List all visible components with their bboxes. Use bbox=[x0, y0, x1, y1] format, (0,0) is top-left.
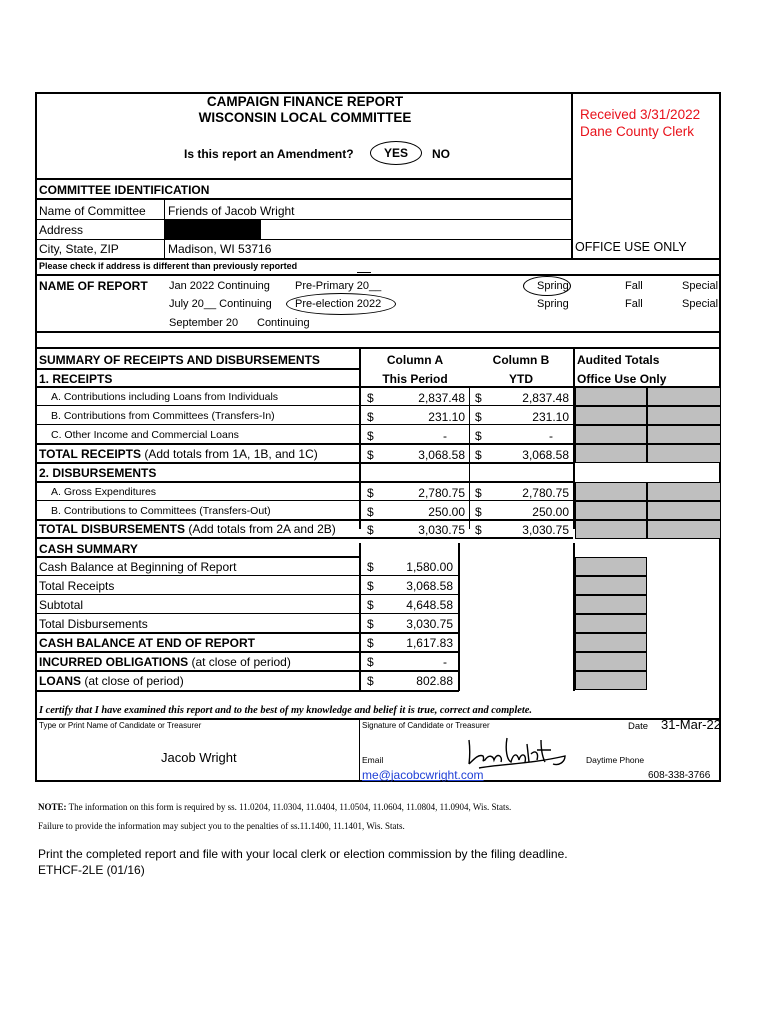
email-value[interactable]: me@jacobcwright.com bbox=[362, 768, 484, 782]
cash-row-receipts-currency: $ bbox=[367, 579, 374, 593]
cash-row-beginning-value[interactable]: 1,580.00 bbox=[406, 560, 453, 574]
signature-label: Signature of Candidate or Treasurer bbox=[362, 721, 490, 730]
disb-row-b-col-a[interactable]: 250.00 bbox=[428, 505, 465, 519]
disb-row-a-label: A. Gross Expenditures bbox=[51, 486, 157, 498]
loans-label bbox=[39, 675, 184, 687]
disb-row-b-currency-b: $ bbox=[475, 505, 482, 519]
audited-cell bbox=[575, 425, 647, 444]
received-stamp-line2: Dane County Clerk bbox=[580, 124, 695, 139]
loans-value[interactable]: 802.88 bbox=[416, 674, 453, 688]
audited-cell bbox=[647, 520, 721, 539]
total-receipts-currency-b: $ bbox=[475, 448, 482, 462]
audited-cell bbox=[575, 520, 647, 539]
committee-name-label: Name of Committee bbox=[39, 204, 146, 218]
address-redacted bbox=[165, 220, 261, 239]
obligations-currency: $ bbox=[367, 655, 374, 669]
total-receipts-currency: $ bbox=[367, 448, 374, 462]
committee-section-title: COMMITTEE IDENTIFICATION bbox=[39, 183, 210, 197]
disbursements-title: 2. DISBURSEMENTS bbox=[39, 466, 157, 480]
audited-cell bbox=[575, 633, 647, 652]
cash-row-beginning-label: Cash Balance at Beginning of Report bbox=[39, 560, 237, 574]
disb-row-a-currency-b: $ bbox=[475, 486, 482, 500]
loans-rest: (at close of period) bbox=[81, 674, 184, 688]
total-disb-col-b[interactable]: 3,030.75 bbox=[522, 523, 569, 537]
column-b-header: Column B bbox=[492, 353, 550, 367]
footer-note-line1 bbox=[38, 803, 511, 812]
audited-cell bbox=[647, 387, 721, 406]
cash-row-disb-value[interactable]: 3,030.75 bbox=[406, 617, 453, 631]
cash-row-receipts-value[interactable]: 3,068.58 bbox=[406, 579, 453, 593]
disb-row-a-col-b[interactable]: 2,780.75 bbox=[522, 486, 569, 500]
column-a-header: Column A bbox=[386, 353, 444, 367]
address-label: Address bbox=[39, 223, 84, 237]
total-disb-currency: $ bbox=[367, 523, 374, 537]
receipts-row-b-col-b[interactable]: 231.10 bbox=[532, 410, 569, 424]
receipts-row-c-col-b[interactable]: - bbox=[549, 429, 553, 443]
cash-row-disb-label: Total Disbursements bbox=[39, 617, 148, 631]
committee-name-value[interactable]: Friends of Jacob Wright bbox=[168, 204, 295, 218]
audited-cell bbox=[575, 671, 647, 690]
total-disb-col-a[interactable]: 3,030.75 bbox=[418, 523, 465, 537]
footer-note-bold: NOTE: bbox=[38, 802, 67, 812]
certification-statement: I certify that I have examined this report and to the best of my knowledge and belief it is true, correct and complete. bbox=[39, 705, 532, 716]
cash-end-value[interactable]: 1,617.83 bbox=[406, 636, 453, 650]
audited-cell bbox=[575, 482, 647, 501]
total-receipts-bold: TOTAL RECEIPTS bbox=[39, 447, 142, 461]
cash-end-label: CASH BALANCE AT END OF REPORT bbox=[39, 636, 255, 650]
office-divider bbox=[571, 94, 573, 259]
receipts-row-b-currency-b: $ bbox=[475, 410, 482, 424]
receipts-row-b-col-a[interactable]: 231.10 bbox=[428, 410, 465, 424]
print-name-label: Type or Print Name of Candidate or Treasurer bbox=[39, 721, 202, 730]
cash-row-beginning-currency: $ bbox=[367, 560, 374, 574]
report-jan-continuing[interactable]: Jan 2022 Continuing bbox=[169, 280, 270, 292]
city-value[interactable]: Madison, WI 53716 bbox=[168, 242, 272, 256]
report-fall-2[interactable]: Fall bbox=[625, 298, 643, 310]
obligations-bold: INCURRED OBLIGATIONS bbox=[39, 655, 189, 669]
column-b-subheader: YTD bbox=[509, 372, 533, 386]
phone-value[interactable]: 608-338-3766 bbox=[648, 770, 711, 781]
campaign-finance-form bbox=[35, 92, 721, 782]
obligations-rest: (at close of period) bbox=[188, 655, 291, 669]
report-september-continuing[interactable]: Continuing bbox=[257, 317, 310, 329]
amendment-question: Is this report an Amendment? bbox=[184, 147, 354, 161]
receipts-row-c-currency-b: $ bbox=[475, 429, 482, 443]
receipts-row-a-label: A. Contributions including Loans from Individuals bbox=[51, 391, 279, 403]
date-label: Date bbox=[628, 721, 649, 732]
office-use-only: OFFICE USE ONLY bbox=[575, 240, 687, 254]
report-july-continuing[interactable]: July 20__ Continuing bbox=[169, 298, 272, 310]
disb-row-a-col-a[interactable]: 2,780.75 bbox=[418, 486, 465, 500]
cash-row-subtotal-currency: $ bbox=[367, 598, 374, 612]
cash-row-disb-currency: $ bbox=[367, 617, 374, 631]
disb-row-b-label: B. Contributions to Committees (Transfers-Out) bbox=[51, 505, 271, 517]
obligations-value[interactable]: - bbox=[443, 655, 447, 669]
disb-row-a-currency: $ bbox=[367, 486, 374, 500]
report-spring-1[interactable]: Spring bbox=[537, 280, 569, 292]
report-name-label: NAME OF REPORT bbox=[39, 279, 148, 293]
footer-note-text: The information on this form is required by ss. 11.0204, 11.0304, 11.0404, 11.0504, 11.0604, 11.0804, 11.0904, Wis. Stats. bbox=[68, 802, 512, 812]
cash-row-receipts-label: Total Receipts bbox=[39, 579, 115, 593]
total-receipts-rest: (Add totals from 1A, 1B, and 1C) bbox=[141, 447, 318, 461]
total-disb-rest: (Add totals from 2A and 2B) bbox=[185, 522, 336, 536]
city-label: City, State, ZIP bbox=[39, 242, 119, 256]
audited-cell bbox=[575, 501, 647, 520]
obligations-label bbox=[39, 656, 291, 668]
footer-print-instruction: Print the completed report and file with your local clerk or election commission by the filing deadline. bbox=[38, 847, 568, 861]
date-value[interactable]: 31-Mar-22 bbox=[661, 717, 721, 732]
summary-title: SUMMARY OF RECEIPTS AND DISBURSEMENTS bbox=[39, 353, 320, 367]
received-stamp-line1: Received 3/31/2022 bbox=[580, 107, 701, 122]
audited-cell bbox=[647, 444, 721, 463]
audited-cell bbox=[575, 614, 647, 633]
report-september[interactable]: September 20 bbox=[169, 317, 239, 329]
receipts-row-b-label: B. Contributions from Committees (Transfers-In) bbox=[51, 410, 275, 422]
cash-end-currency: $ bbox=[367, 636, 374, 650]
amendment-yes[interactable]: YES bbox=[383, 146, 408, 160]
amendment-no[interactable]: NO bbox=[432, 147, 450, 161]
phone-label: Daytime Phone bbox=[586, 755, 645, 765]
audited-cell bbox=[575, 595, 647, 614]
audited-cell bbox=[575, 576, 647, 595]
footer-form-id: ETHCF-2LE (01/16) bbox=[38, 863, 145, 877]
loans-bold: LOANS bbox=[39, 674, 81, 688]
audited-cell bbox=[575, 557, 647, 576]
receipts-row-a-currency: $ bbox=[367, 391, 374, 405]
report-spring-2[interactable]: Spring bbox=[537, 298, 569, 310]
receipts-row-c-label: C. Other Income and Commercial Loans bbox=[51, 429, 239, 441]
cash-row-subtotal-label: Subtotal bbox=[39, 598, 84, 612]
audited-cell bbox=[575, 444, 647, 463]
receipts-row-c-currency: $ bbox=[367, 429, 374, 443]
receipts-row-a-currency-b: $ bbox=[475, 391, 482, 405]
footer-note-line2: Failure to provide the information may subject you to the penalties of ss.11.1400, 11.1401, Wis. Stats. bbox=[38, 821, 405, 831]
report-fall-1[interactable]: Fall bbox=[625, 280, 643, 292]
receipts-row-a-col-a[interactable]: 2,837.48 bbox=[418, 391, 465, 405]
audited-cell bbox=[647, 425, 721, 444]
total-receipts-col-a[interactable]: 3,068.58 bbox=[418, 448, 465, 462]
audited-header: Audited Totals bbox=[577, 353, 660, 367]
column-a-subheader: This Period bbox=[382, 372, 448, 386]
total-receipts-label bbox=[39, 448, 318, 460]
audited-cell bbox=[575, 387, 647, 406]
total-disb-bold: TOTAL DISBURSEMENTS bbox=[39, 522, 186, 536]
form-title-line2: WISCONSIN LOCAL COMMITTEE bbox=[198, 110, 412, 125]
receipts-row-c-col-a[interactable]: - bbox=[443, 429, 447, 443]
print-name-value[interactable]: Jacob Wright bbox=[161, 750, 237, 765]
audited-cell bbox=[647, 482, 721, 501]
report-special-2[interactable]: Special bbox=[682, 298, 719, 310]
address-change-note: Please check if address is different than previously reported bbox=[39, 261, 298, 271]
report-special-1[interactable]: Special bbox=[682, 280, 719, 292]
cash-summary-title: CASH SUMMARY bbox=[39, 542, 138, 556]
form-title-line1: CAMPAIGN FINANCE REPORT bbox=[206, 94, 404, 109]
receipts-row-a-col-b[interactable]: 2,837.48 bbox=[522, 391, 569, 405]
audited-cell bbox=[575, 406, 647, 425]
loans-currency: $ bbox=[367, 674, 374, 688]
report-pre-primary[interactable]: Pre-Primary 20__ bbox=[295, 280, 382, 292]
report-pre-election[interactable]: Pre-election 2022 bbox=[295, 298, 382, 310]
disb-row-b-currency: $ bbox=[367, 505, 374, 519]
audited-subheader: Office Use Only bbox=[577, 372, 667, 386]
disb-row-b-col-b[interactable]: 250.00 bbox=[532, 505, 569, 519]
address-change-checkbox[interactable] bbox=[357, 272, 371, 273]
receipts-row-b-currency: $ bbox=[367, 410, 374, 424]
audited-cell bbox=[647, 406, 721, 425]
signature-image bbox=[461, 734, 571, 772]
total-receipts-col-b[interactable]: 3,068.58 bbox=[522, 448, 569, 462]
receipts-title: 1. RECEIPTS bbox=[39, 372, 113, 386]
total-disb-currency-b: $ bbox=[475, 523, 482, 537]
email-label: Email bbox=[362, 755, 384, 765]
cash-row-subtotal-value[interactable]: 4,648.58 bbox=[406, 598, 453, 612]
audited-cell bbox=[647, 501, 721, 520]
audited-cell bbox=[575, 652, 647, 671]
total-disb-label bbox=[39, 523, 336, 535]
